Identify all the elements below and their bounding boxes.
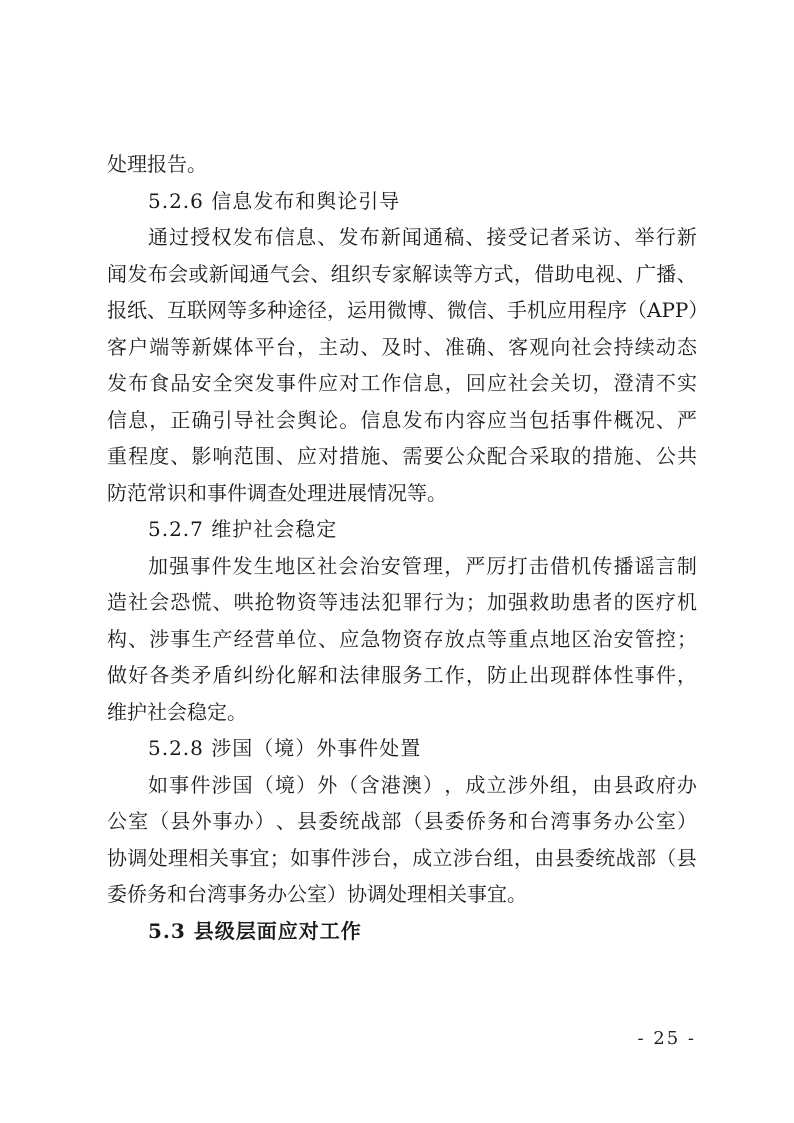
- text-line: 维护社会稳定。: [107, 699, 247, 724]
- text-line: 处理报告。: [107, 152, 207, 176]
- paragraph: [107, 548, 697, 731]
- document-body: [107, 146, 709, 949]
- paragraph: [107, 219, 709, 511]
- text-line: 发 布 食 品 安 全 突 发 事 件 应 对 工 作 信 息 ， 回 应 社 会 关 切 ， 澄 清 不 实: [107, 371, 697, 395]
- text-line: 闻 发 布 会 或 新 闻 通 气 会 、 组 织 专 家 解 读 等 方 式 ， 借 助 电 视 、 广 播 、: [107, 261, 697, 286]
- text-line: 客 户 端 等 新 媒 体 平 台 ， 主 动 、 及 时 、 准 确 、 客 观 向 社 会 持 续 动 态: [107, 334, 697, 359]
- text-line: 如 事 件 涉 国 （ 境 ） 外 （ 含 港 澳 ） ， 成 立 涉 外 组 ， 由 县 政 府 办: [148, 772, 697, 797]
- page-number: - 25 -: [637, 1028, 696, 1049]
- text-line: 重 程 度 、 影 响 范 围 、 应 对 措 施 、 需 要 公 众 配 合 采 取 的 措 施 、 公 共: [107, 444, 697, 468]
- text-line: 构 、 涉 事 生 产 经 营 单 位 、 应 急 物 资 存 放 点 等 重 点 地 区 治 安 管 控 ；: [107, 626, 697, 651]
- text-line: 公 室 （ 县 外 事 办 ） 、 县 委 统 战 部 （ 县 委 侨 务 和 台 湾 事 务 办 公 室 ）: [107, 809, 697, 833]
- text-line: 协 调 处 理 相 关 事 宜 ； 如 事 件 涉 台 ， 成 立 涉 台 组 ， 由 县 委 统 战 部 （ 县: [107, 845, 697, 870]
- section-heading: 5.3 县级层面应对工作: [148, 918, 362, 943]
- section-heading: 5.2.6 信息发布和舆论引导: [148, 188, 401, 213]
- text-line: 报 纸 、 互 联 网 等 多 种 途 径 ， 运 用 微 博 、 微 信 、 手 机 应 用 程 序 （ A P P ）: [107, 298, 709, 322]
- section-heading: 5.2.8 涉国（境）外事件处置: [148, 736, 422, 760]
- text-line: 信 息 ， 正 确 引 导 社 会 舆 论 。 信 息 发 布 内 容 应 当 包 括 事 件 概 况 、 严: [107, 407, 697, 432]
- text-line: 造 社 会 恐 慌 、 哄 抢 物 资 等 违 法 犯 罪 行 为 ； 加 强 救 助 患 者 的 医 疗 机: [107, 590, 697, 614]
- text-line: 通 过 授 权 发 布 信 息 、 发 布 新 闻 通 稿 、 接 受 记 者 采 访 、 举 行 新: [148, 225, 697, 249]
- text-line: 防范常识和事件调查处理进展情况等。: [107, 480, 447, 505]
- paragraph: [107, 767, 697, 913]
- text-line: 做 好 各 类 矛 盾 纠 纷 化 解 和 法 律 服 务 工 作 ， 防 止 出 现 群 体 性 事 件 ，: [107, 663, 697, 687]
- text-line-group: [107, 146, 697, 183]
- section-heading: 5.2.7 维护社会稳定: [148, 517, 338, 541]
- text-line: 加 强 事 件 发 生 地 区 社 会 治 安 管 理 ， 严 厉 打 击 借 机 传 播 谣 言 制: [148, 553, 697, 578]
- text-line: 委侨务和台湾事务办公室）协调处理相关事宜。: [107, 882, 527, 906]
